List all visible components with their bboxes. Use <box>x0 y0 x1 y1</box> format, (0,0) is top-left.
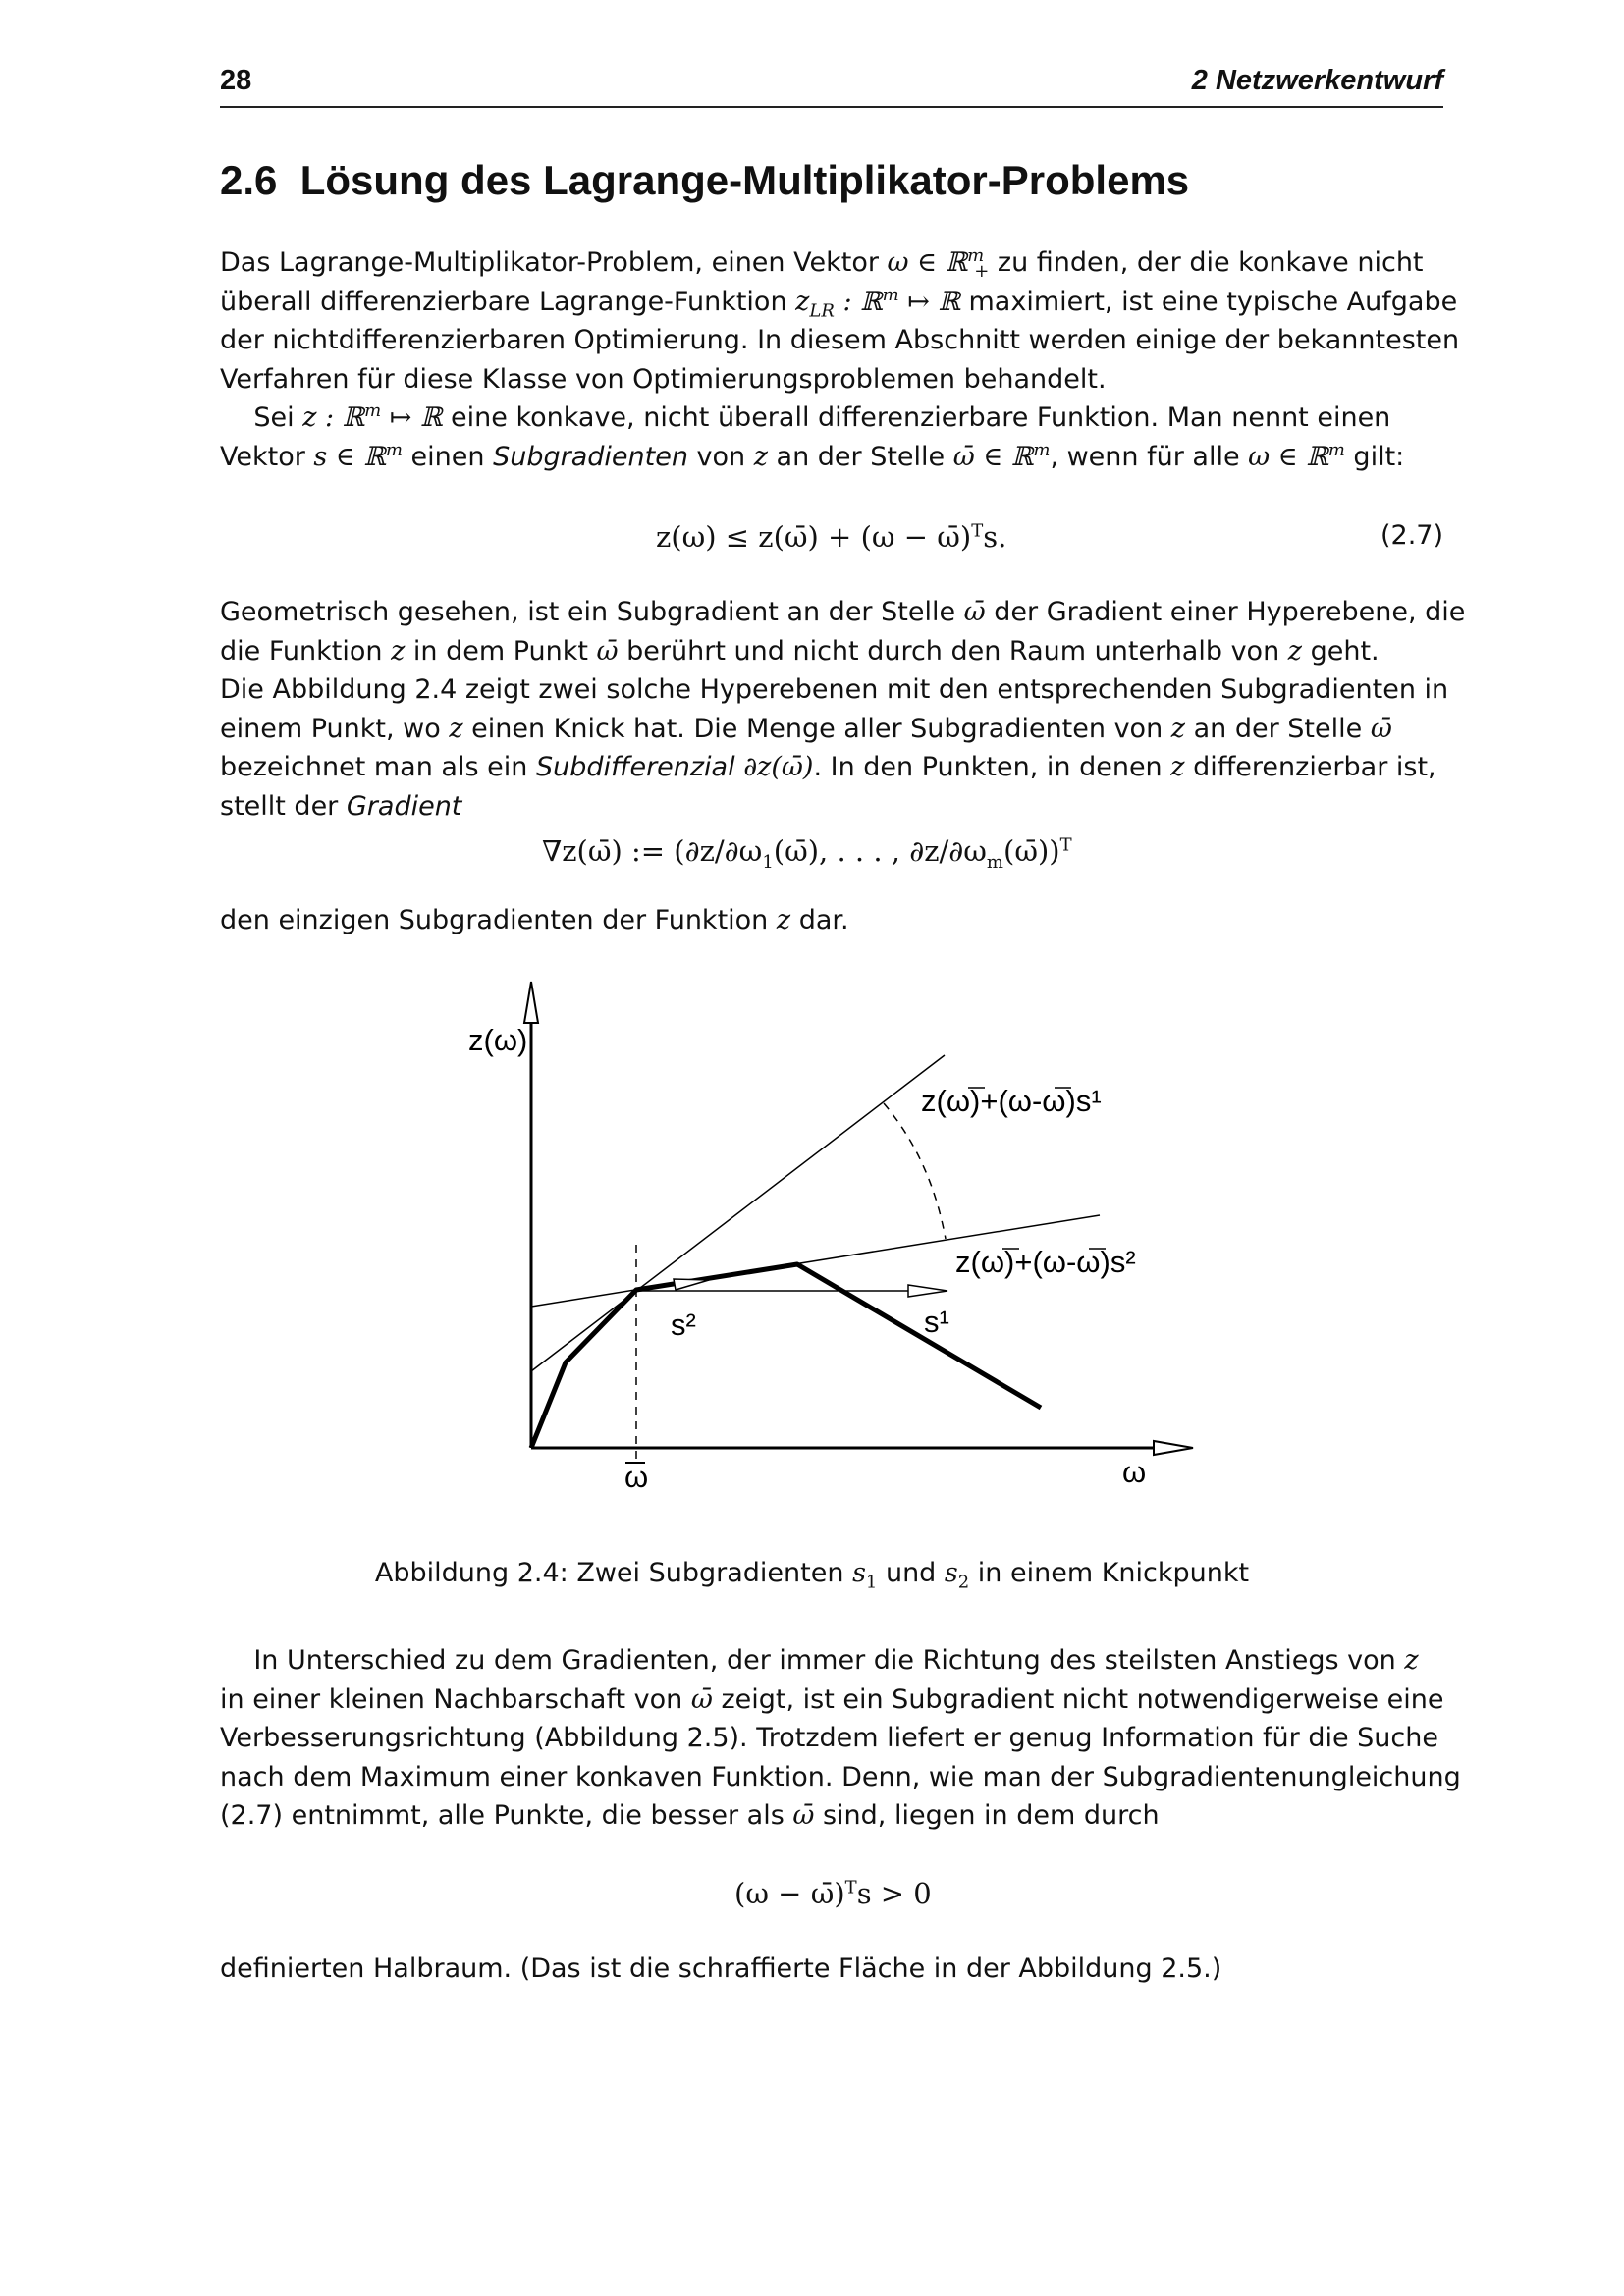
x-axis-label: ω <box>1122 1455 1147 1489</box>
text-line: Verbesserungsrichtung (Abbildung 2.5). Trotzdem liefert er genug Information für die Suche <box>220 1723 1438 1753</box>
y-axis-label: z(ω) <box>468 1023 528 1057</box>
chapter-title: 2 Netzwerkentwurf <box>1191 65 1443 96</box>
equation-number: (2.7) <box>1380 520 1443 551</box>
hyperplane-s2-label: z(ω)+(ω-ω)s² <box>955 1245 1136 1279</box>
page-number: 28 <box>220 65 252 96</box>
text-line: die Funktion z in dem Punkt ω̄ berührt und nicht durch den Raum unterhalb von z geht. <box>220 635 1380 667</box>
text-line: bezeichnet man als ein Subdifferenzial ∂z(ω̄). In den Punkten, in denen z differenzierbar ist, <box>220 752 1436 782</box>
text-line: Geometrisch gesehen, ist ein Subgradient an der Stelle ω̄ der Gradient einer Hyperebene, die <box>220 597 1466 627</box>
text-line: Sei z : ℝ$^m$ ↦ ℝ eine konkave, nicht überall differenzierbare Funktion. Man nennt einen <box>253 400 1391 433</box>
text-line: Das Lagrange-Multiplikator-Problem, einen Vektor ω ∈ ℝ$^m_+$ zu finden, der die konkave nicht <box>220 245 1424 283</box>
subgradient-s1-arrowhead <box>908 1285 947 1297</box>
subgradient-s2-label: s² <box>671 1308 696 1342</box>
equation-2-7: z(ω) ≤ z(ω̄) + (ω − ω̄)$^T$s. <box>656 520 1007 554</box>
omega-bar-tick-label: ω <box>624 1460 649 1494</box>
section-title: Lösung des Lagrange-Multiplikator-Problems <box>299 157 1190 203</box>
text-line: Verfahren für diese Klasse von Optimierungsproblemen behandelt. <box>220 363 1107 395</box>
figure-caption: Abbildung 2.4: Zwei Subgradienten $s_1$ und $s_2$ in einem Knickpunkt <box>374 1558 1250 1593</box>
subgradient-s2-arrowhead <box>674 1279 709 1290</box>
text-line: nach dem Maximum einer konkaven Funktion. Denn, wie man der Subgradientenungleichung <box>220 1761 1461 1792</box>
text-line: definierten Halbraum. (Das ist die schraffierte Fläche in der Abbildung 2.5.) <box>220 1953 1222 1984</box>
rotation-dashed-arc <box>884 1103 946 1239</box>
x-axis-arrowhead <box>1154 1441 1193 1455</box>
text-line: stellt der Gradient <box>220 790 462 822</box>
concave-function-curve <box>531 1264 1041 1448</box>
section-number: 2.6 <box>220 157 278 203</box>
text-line: (2.7) entnimmt, alle Punkte, die besser als ω̄ sind, liegen in dem durch <box>220 1800 1160 1831</box>
text-line: einem Punkt, wo z einen Knick hat. Die Menge aller Subgradienten von z an der Stelle ω̄ <box>220 713 1392 744</box>
paragraph-5 <box>220 1641 1461 1836</box>
text-line: In Unterschied zu dem Gradienten, der immer die Richtung des steilsten Anstiegs von z <box>253 1645 1419 1676</box>
text-line: überall differenzierbare Lagrange-Funktion $z_{LR}$ : ℝ$^m$ ↦ ℝ maximiert, ist eine typische Aufgabe <box>220 284 1458 321</box>
subgradient-s1-label: s¹ <box>924 1305 949 1339</box>
text-line: Vektor s ∈ ℝ$^m$ einen Subgradienten von z an der Stelle ω̄ ∈ ℝ$^m$, wenn für alle ω ∈ ℝ$^m$ gilt: <box>220 439 1405 472</box>
hyperplane-s1-label: z(ω)+(ω-ω)s¹ <box>921 1084 1102 1118</box>
y-axis-arrowhead <box>524 982 538 1023</box>
hyperplane-s1-line <box>531 1055 945 1371</box>
text-line: den einzigen Subgradienten der Funktion z dar. <box>220 905 849 935</box>
equation-halfspace: (ω − ω̄)$^T$s > 0 <box>734 1877 932 1910</box>
equation-gradient: ∇z(ω̄) := ($\partial z/\partial\omega_1(\omegā)$, . . . , $\partial z/\partial\omega_m(\omegā))^T$ <box>542 834 1072 873</box>
paragraph-6 <box>220 1949 1443 1989</box>
text-line: Die Abbildung 2.4 zeigt zwei solche Hyperebenen mit den entsprechenden Subgradienten in <box>220 674 1449 705</box>
text-line: in einer kleinen Nachbarschaft von ω̄ zeigt, ist ein Subgradient nicht notwendigerweise eine <box>220 1683 1444 1715</box>
text-line: der nichtdifferenzierbaren Optimierung. In diesem Abschnitt werden einige der bekanntesten <box>220 325 1460 355</box>
